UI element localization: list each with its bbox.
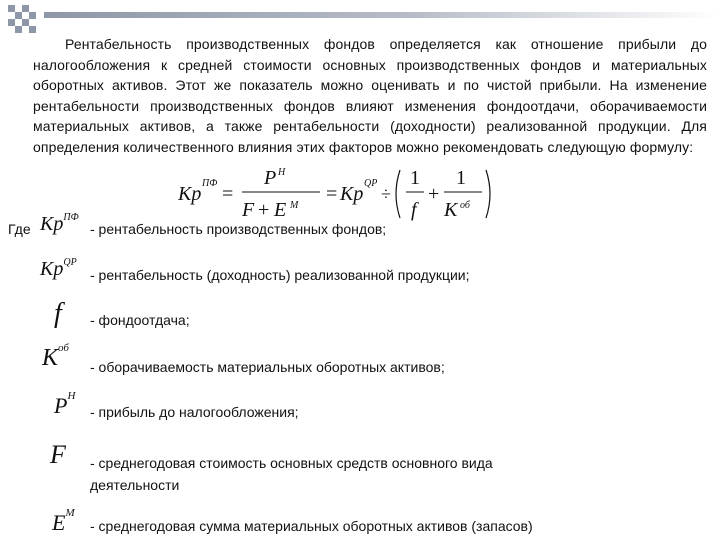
definition-kp-pf: - рентабельность производственных фондов; bbox=[90, 221, 387, 237]
formula-numerator: P bbox=[264, 167, 277, 189]
formula-mid-sup: QP bbox=[364, 178, 378, 189]
formula-one-b: 1 bbox=[456, 167, 466, 189]
symbol-kp-qp: $Kp^{QP}$ bbox=[40, 256, 77, 280]
profitability-formula bbox=[178, 166, 498, 222]
formula-k-sup: об bbox=[460, 200, 470, 211]
symbol-k-ob: $K^{об}$ bbox=[42, 341, 69, 371]
formula-equals-2: = bbox=[326, 183, 338, 205]
formula-lhs-sup: ПФ bbox=[202, 178, 218, 189]
formula-f: f bbox=[411, 199, 417, 221]
formula-denominator-e: E bbox=[274, 199, 287, 221]
symbol-kp-pf: $Kp^{ПФ}$ bbox=[40, 211, 79, 235]
definition-f-capital: - среднегодовая стоимость основных средств основного вида деятельности bbox=[90, 455, 493, 493]
decorative-header-bar bbox=[44, 12, 720, 18]
formula-denominator-f: F bbox=[242, 199, 255, 221]
intro-paragraph: Рентабельность производственных фондов определяется как отношение прибыли до налогообложения к средней стоимости основных производственных фондов и материальных оборотных активов. Этот же показатель можно оценивать и по чистой прибыли. На изменение рентабельности производственных фондов влияют изменения фондоотдачи, оборачиваемости материальных активов, а также рентабельности (доходности) реализованной продукции. Для определения количественного влияния этих факторов можно рекомендовать следующую формулу: bbox=[33, 36, 707, 155]
formula-denominator-plus: + bbox=[258, 199, 270, 221]
formula-divide: ÷ bbox=[381, 184, 391, 204]
symbol-e-m: $E^M$ bbox=[52, 506, 75, 535]
symbol-f-capital: F bbox=[50, 440, 66, 469]
formula-numerator-sup: Н bbox=[278, 167, 286, 178]
formula-mid: Kp bbox=[340, 183, 364, 205]
formula-equals-1: = bbox=[222, 183, 234, 205]
definition-p-n: - прибыль до налогообложения; bbox=[90, 404, 299, 420]
definition-kp-qp: - рентабельность (доходность) реализованной продукции; bbox=[90, 267, 470, 283]
right-paren bbox=[486, 170, 490, 218]
definition-k-ob: - оборачиваемость материальных оборотных активов; bbox=[90, 359, 445, 375]
symbol-f: f bbox=[54, 298, 62, 329]
formula-k: K bbox=[444, 199, 458, 221]
symbol-p-n: $P^Н$ bbox=[54, 389, 76, 418]
formula-plus: + bbox=[428, 183, 440, 205]
where-label: Где bbox=[8, 221, 31, 237]
definition-f: - фондоотдача; bbox=[90, 312, 190, 328]
formula-lhs: Kp bbox=[178, 183, 202, 205]
formula-denominator-e-sup: M bbox=[290, 200, 299, 211]
left-paren bbox=[396, 170, 400, 218]
definition-e-m: - среднегодовая сумма материальных оборотных активов (запасов) bbox=[90, 518, 533, 534]
formula-one-a: 1 bbox=[410, 167, 420, 189]
